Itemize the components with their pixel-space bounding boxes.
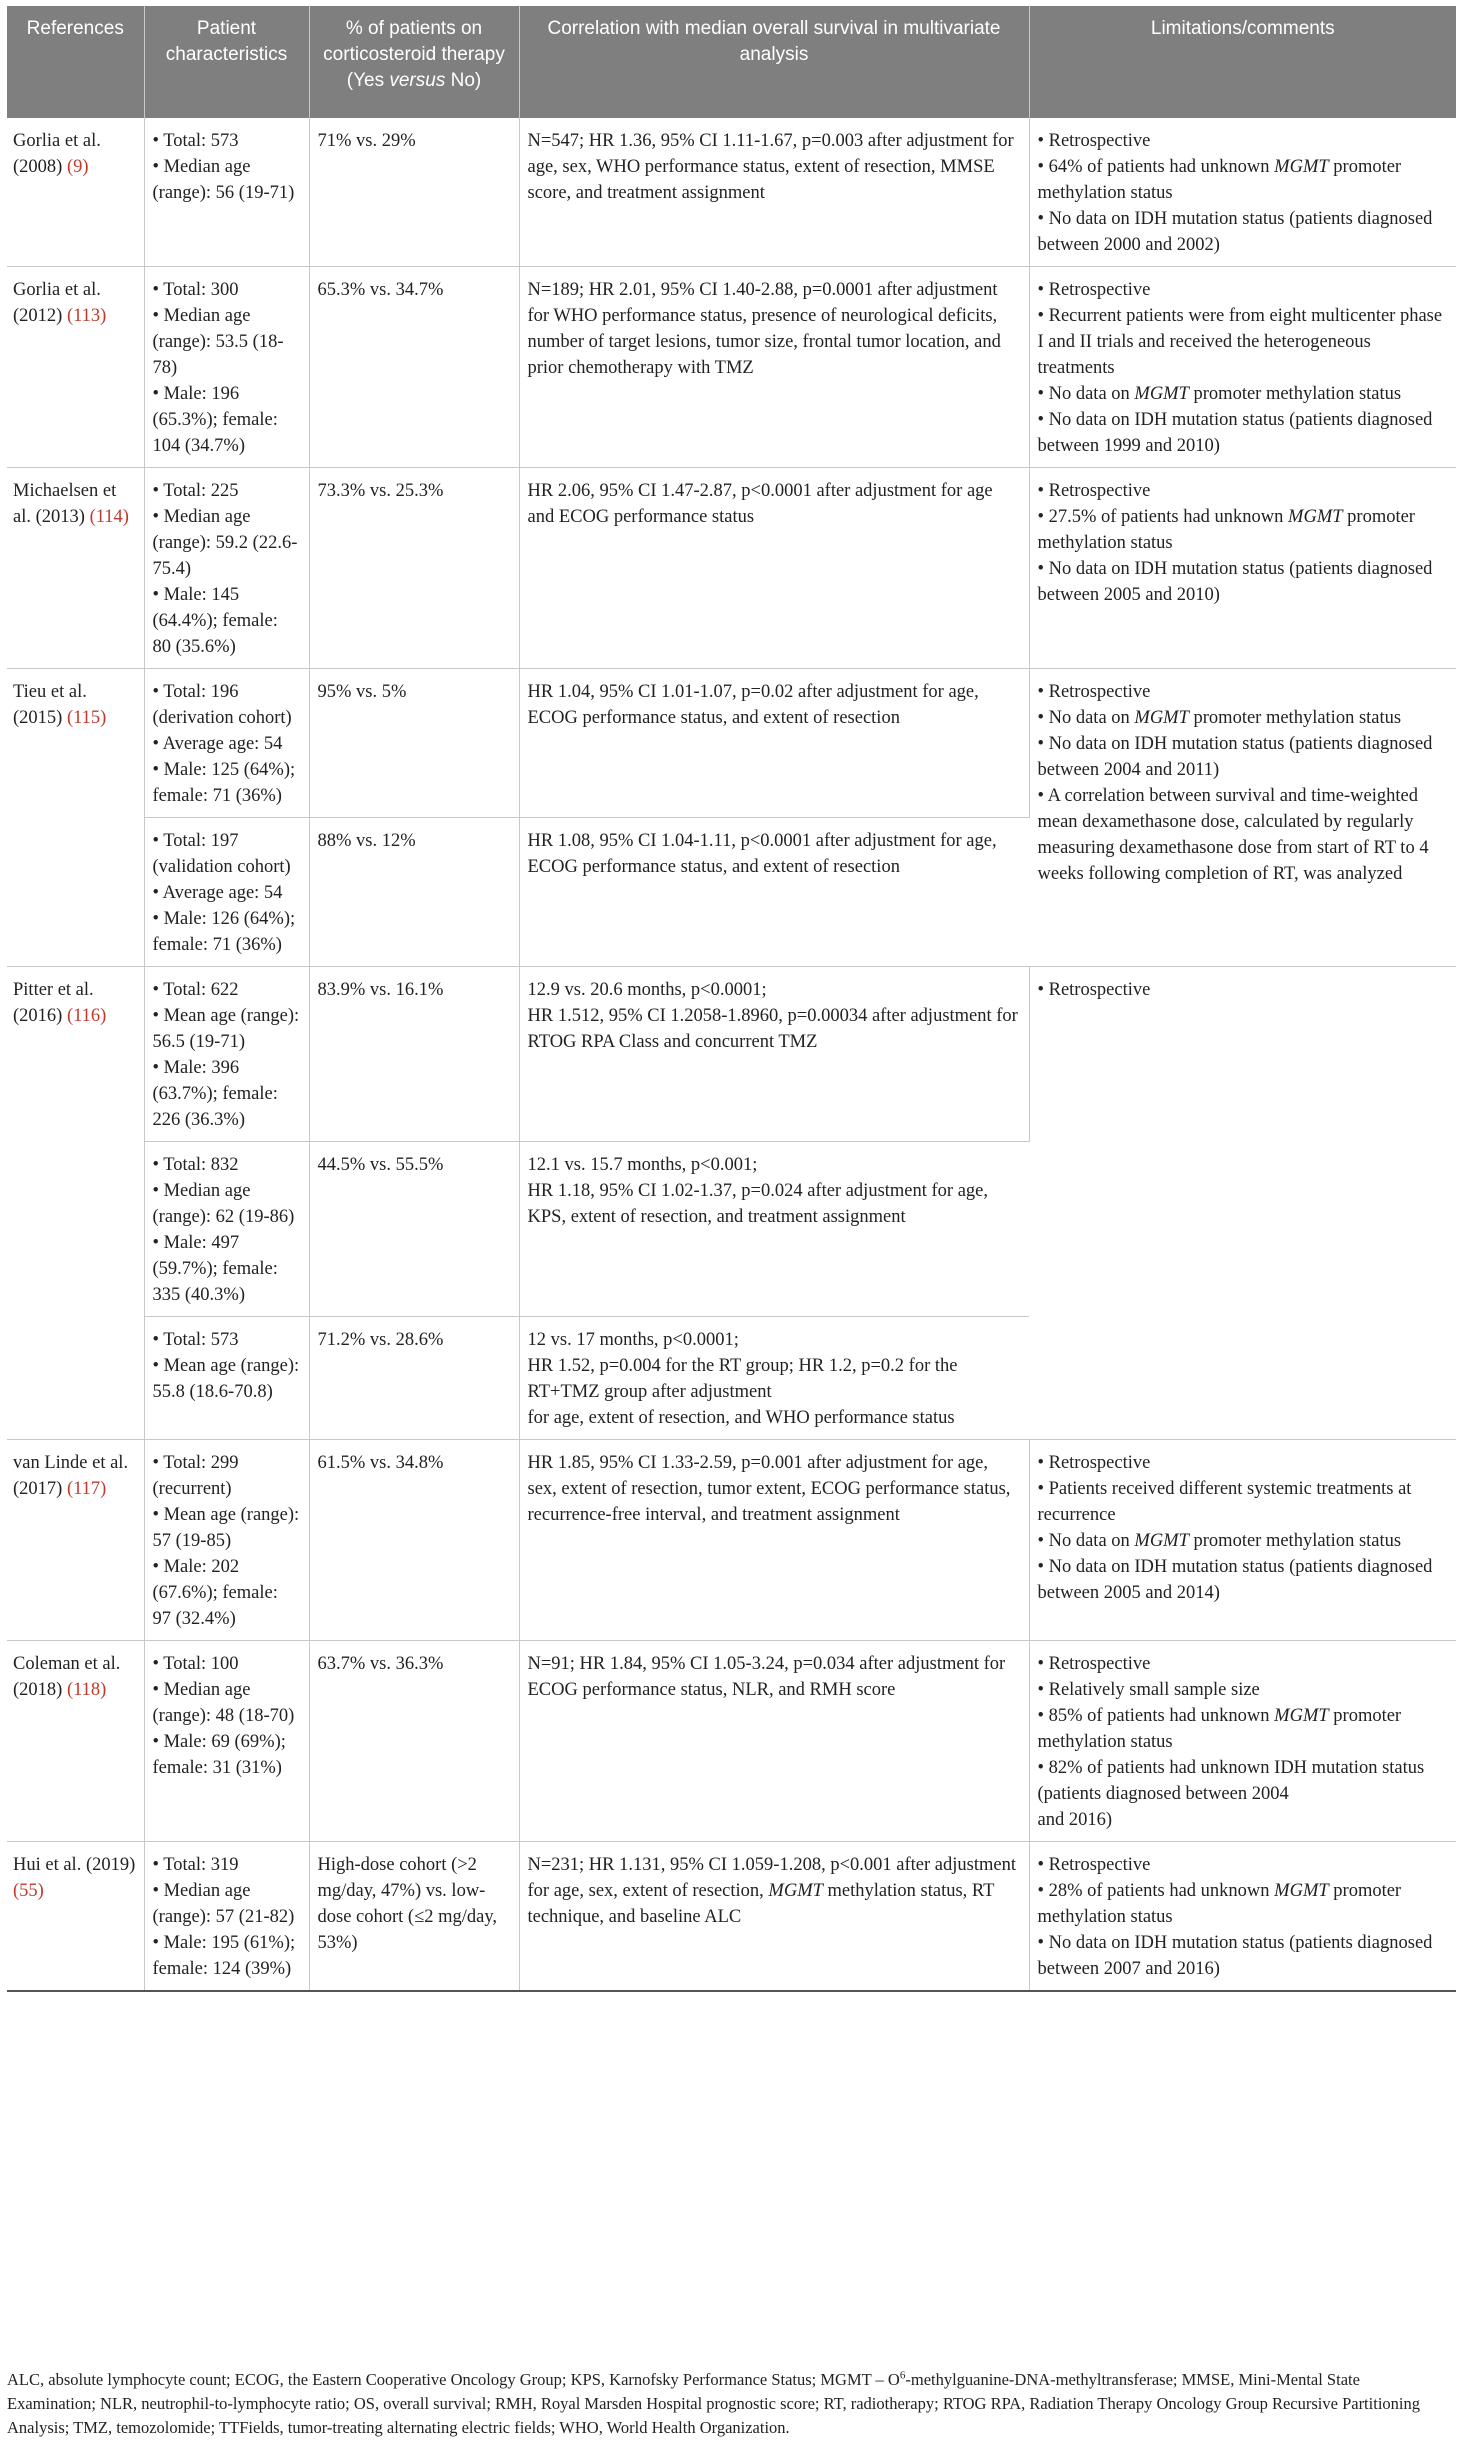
list-item: • Total: 319 xyxy=(152,1855,239,1875)
list-item: • 64% of patients had unknown MGMT promoter methylation status xyxy=(1037,157,1402,203)
list-item: • No data on IDH mutation status (patients diagnosed between 2005 and 2014) xyxy=(1037,1557,1433,1603)
list-item: • Total: 100 xyxy=(152,1654,239,1674)
correlation-line: HR 1.512, 95% CI 1.2058-1.8960, p=0.00034 after adjustment for RTOG RPA Class and concurrent TMZ xyxy=(527,1006,1018,1052)
reference-cell xyxy=(7,468,144,669)
list-item: and 2016) xyxy=(1037,1810,1112,1830)
correlation-line: 12.9 vs. 20.6 months, p<0.0001; xyxy=(527,980,767,1000)
list-item: • A correlation between survival and time-weighted mean dexamethasone dose, calculated by regularly measuring dexamethasone dose from start of RT to 4 weeks following completion of RT, was analyzed xyxy=(1037,786,1429,884)
reference-cell xyxy=(7,1641,144,1842)
list-item: • Mean age (range): 56.5 (19-71) xyxy=(152,1006,300,1052)
correlation-cell xyxy=(519,1142,1029,1317)
header-3-post: No) xyxy=(445,70,482,91)
patient-characteristics-cell xyxy=(144,1440,309,1641)
list-item: • No data on MGMT promoter methylation status xyxy=(1037,708,1402,728)
corticosteroid-survival-table xyxy=(7,6,1456,1992)
footnote-text: ALC, absolute lymphocyte count; ECOG, the Eastern Cooperative Oncology Group; KPS, Karnofsky Performance Status; MGMT – O xyxy=(7,2370,900,2389)
citation-link[interactable]: (113) xyxy=(66,306,107,326)
reference-cell xyxy=(7,267,144,468)
reference-text: Michaelsen et al. (2013) xyxy=(13,481,117,527)
list-item: • Average age: 54 xyxy=(152,734,283,754)
header-3-pre: % of patients on corticosteroid therapy (Yes xyxy=(323,18,505,91)
percent-cell: 61.5% vs. 34.8% xyxy=(309,1440,519,1641)
list-item: • Retrospective xyxy=(1037,1453,1151,1473)
percent-cell: 88% vs. 12% xyxy=(309,818,519,967)
limitations-cell xyxy=(1029,1842,1456,1992)
percent-cell: 65.3% vs. 34.7% xyxy=(309,267,519,468)
list-item: • Male: 202 (67.6%); female: 97 (32.4%) xyxy=(152,1557,278,1629)
footnote-text-cont: -methylguanine-DNA-methyltransferase; MMSE, Mini-Mental State Examination; NLR, neutrophil-to-lymphocyte ratio; OS, overall survival; RMH, Royal Marsden Hospital prognostic score; RT, radiotherapy; RTOG RPA, Radiation Therapy Oncology Group Recursive Partitioning Analysis; TMZ, temozolomide; TTFields, tumor-treating alternating electric fields; WHO, World Health Organization. xyxy=(7,2370,1420,2437)
citation-link[interactable]: (9) xyxy=(66,157,89,177)
list-item: • No data on MGMT promoter methylation status xyxy=(1037,384,1402,404)
list-item: • Male: 69 (69%); female: 31 (31%) xyxy=(152,1732,286,1778)
reference-cell xyxy=(7,967,144,1440)
list-item: • Male: 497 (59.7%); female: 335 (40.3%) xyxy=(152,1233,278,1305)
patient-characteristics-cell xyxy=(144,1317,309,1440)
patient-characteristics-cell xyxy=(144,818,309,967)
limitations-cell xyxy=(1029,118,1456,267)
table-footnote xyxy=(7,2368,1447,2440)
header-patient-characteristics: Patient characteristics xyxy=(144,6,309,118)
header-limitations: Limitations/comments xyxy=(1029,6,1456,118)
correlation-cell: HR 1.04, 95% CI 1.01-1.07, p=0.02 after adjustment for age, ECOG performance status, and extent of resection xyxy=(519,669,1029,818)
percent-cell: 44.5% vs. 55.5% xyxy=(309,1142,519,1317)
reference-text: Hui et al. (2019) xyxy=(13,1855,136,1875)
list-item: • Median age (range): 53.5 (18-78) xyxy=(152,306,284,378)
list-item: • Male: 196 (65.3%); female: 104 (34.7%) xyxy=(152,384,278,456)
list-item: • Male: 126 (64%); female: 71 (36%) xyxy=(152,909,296,955)
percent-cell: 71.2% vs. 28.6% xyxy=(309,1317,519,1440)
list-item: • Retrospective xyxy=(1037,682,1151,702)
list-item: • No data on IDH mutation status (patients diagnosed between 2007 and 2016) xyxy=(1037,1933,1433,1979)
table-row xyxy=(7,1641,1456,1842)
list-item: • Median age (range): 59.2 (22.6-75.4) xyxy=(152,507,298,579)
percent-cell: 73.3% vs. 25.3% xyxy=(309,468,519,669)
list-item: • Average age: 54 xyxy=(152,883,283,903)
list-item: • Total: 299 (recurrent) xyxy=(152,1453,239,1499)
correlation-line: 12.1 vs. 15.7 months, p<0.001; xyxy=(527,1155,758,1175)
correlation-cell: N=91; HR 1.84, 95% CI 1.05-3.24, p=0.034 after adjustment for ECOG performance status, NLR, and RMH score xyxy=(519,1641,1029,1842)
list-item: • Retrospective xyxy=(1037,131,1151,151)
percent-cell: 71% vs. 29% xyxy=(309,118,519,267)
citation-link[interactable]: (118) xyxy=(66,1680,107,1700)
correlation-cell: N=547; HR 1.36, 95% CI 1.11-1.67, p=0.003 after adjustment for age, sex, WHO performance status, extent of resection, MMSE score, and treatment assignment xyxy=(519,118,1029,267)
citation-link[interactable]: (117) xyxy=(66,1479,107,1499)
limitations-cell xyxy=(1029,1641,1456,1842)
correlation-cell: HR 2.06, 95% CI 1.47-2.87, p<0.0001 after adjustment for age and ECOG performance status xyxy=(519,468,1029,669)
table-row xyxy=(7,669,1456,818)
list-item: • Retrospective xyxy=(1037,280,1151,300)
table-row xyxy=(7,967,1456,1142)
list-item: • Median age (range): 62 (19-86) xyxy=(152,1181,295,1227)
list-item: • Total: 225 xyxy=(152,481,239,501)
list-item: • Median age (range): 57 (21-82) xyxy=(152,1881,295,1927)
limitations-cell xyxy=(1029,468,1456,669)
limitations-cell xyxy=(1029,669,1456,967)
list-item: • Retrospective xyxy=(1037,1855,1151,1875)
header-correlation: Correlation with median overall survival in multivariate analysis xyxy=(519,6,1029,118)
list-item: • Total: 300 xyxy=(152,280,239,300)
patient-characteristics-cell xyxy=(144,669,309,818)
table-row xyxy=(7,118,1456,267)
patient-characteristics-cell xyxy=(144,1142,309,1317)
citation-link[interactable]: (115) xyxy=(66,708,107,728)
header-references: References xyxy=(7,6,144,118)
correlation-cell xyxy=(519,967,1029,1142)
header-3-em: versus xyxy=(389,70,446,91)
list-item: • Total: 622 xyxy=(152,980,239,1000)
list-item: • No data on IDH mutation status (patients diagnosed between 2004 and 2011) xyxy=(1037,734,1433,780)
correlation-cell: HR 1.85, 95% CI 1.33-2.59, p=0.001 after adjustment for age, sex, extent of resection, tumor extent, ECOG performance status, recurrence-free interval, and treatment assignment xyxy=(519,1440,1029,1641)
list-item: • Male: 195 (61%); female: 124 (39%) xyxy=(152,1933,296,1979)
citation-link[interactable]: (114) xyxy=(89,507,129,527)
table-row xyxy=(7,1842,1456,1992)
reference-text: Pitter et al. (2016) xyxy=(13,980,94,1026)
list-item: • Total: 197 (validation cohort) xyxy=(152,831,291,877)
reference-cell xyxy=(7,1440,144,1641)
list-item: • Male: 145 (64.4%); female: 80 (35.6%) xyxy=(152,585,278,657)
reference-text: Coleman et al. (2018) xyxy=(13,1654,121,1700)
footnote-superscript: 6 xyxy=(899,2369,906,2382)
list-item: • No data on MGMT promoter methylation status xyxy=(1037,1531,1402,1551)
citation-link[interactable]: (116) xyxy=(66,1006,107,1026)
list-item: • Male: 396 (63.7%); female: 226 (36.3%) xyxy=(152,1058,278,1130)
percent-cell: High-dose cohort (>2 mg/day, 47%) vs. low-dose cohort (≤2 mg/day, 53%) xyxy=(309,1842,519,1992)
list-item: • Mean age (range): 55.8 (18.6-70.8) xyxy=(152,1356,300,1402)
list-item: • Mean age (range): 57 (19-85) xyxy=(152,1505,300,1551)
list-item: • 27.5% of patients had unknown MGMT promoter methylation status xyxy=(1037,507,1415,553)
correlation-cell: HR 1.08, 95% CI 1.04-1.11, p<0.0001 after adjustment for age, ECOG performance status, and extent of resection xyxy=(519,818,1029,967)
patient-characteristics-cell xyxy=(144,1641,309,1842)
header-row xyxy=(7,6,1456,118)
correlation-line: 12 vs. 17 months, p<0.0001; xyxy=(527,1330,739,1350)
limitations-cell xyxy=(1029,267,1456,468)
patient-characteristics-cell xyxy=(144,267,309,468)
percent-cell: 95% vs. 5% xyxy=(309,669,519,818)
limitations-cell xyxy=(1029,967,1456,1440)
patient-characteristics-cell xyxy=(144,1842,309,1992)
patient-characteristics-cell xyxy=(144,118,309,267)
citation-link[interactable]: (55) xyxy=(13,1881,44,1901)
reference-text: van Linde et al. (2017) xyxy=(13,1453,129,1499)
list-item: • Total: 832 xyxy=(152,1155,239,1175)
list-item: • Total: 573 xyxy=(152,131,239,151)
correlation-line: for age, extent of resection, and WHO performance status xyxy=(527,1408,955,1428)
table-row xyxy=(7,468,1456,669)
reference-cell xyxy=(7,669,144,967)
percent-cell: 63.7% vs. 36.3% xyxy=(309,1641,519,1842)
reference-cell xyxy=(7,1842,144,1992)
list-item: • 82% of patients had unknown IDH mutation status (patients diagnosed between 2004 xyxy=(1037,1758,1425,1804)
list-item: • Male: 125 (64%); female: 71 (36%) xyxy=(152,760,296,806)
correlation-line: HR 1.52, p=0.004 for the RT group; HR 1.2, p=0.2 for the RT+TMZ group after adjustment xyxy=(527,1356,958,1402)
list-item: • Median age (range): 56 (19-71) xyxy=(152,157,295,203)
correlation-line: HR 1.18, 95% CI 1.02-1.37, p=0.024 after adjustment for age, KPS, extent of resection, and treatment assignment xyxy=(527,1181,989,1227)
correlation-cell: N=231; HR 1.131, 95% CI 1.059-1.208, p<0.001 after adjustment for age, sex, extent of resection, MGMT methylation status, RT technique, and baseline ALC xyxy=(519,1842,1029,1992)
list-item: • Relatively small sample size xyxy=(1037,1680,1260,1700)
list-item: • No data on IDH mutation status (patients diagnosed between 2000 and 2002) xyxy=(1037,209,1433,255)
header-corticosteroid-percent xyxy=(309,6,519,118)
table-row xyxy=(7,1440,1456,1641)
correlation-cell xyxy=(519,1317,1029,1440)
patient-characteristics-cell xyxy=(144,468,309,669)
list-item: • 28% of patients had unknown MGMT promoter methylation status xyxy=(1037,1881,1402,1927)
reference-text: Gorlia et al. (2012) xyxy=(13,280,101,326)
list-item: • No data on IDH mutation status (patients diagnosed between 1999 and 2010) xyxy=(1037,410,1433,456)
list-item: • Retrospective xyxy=(1037,1654,1151,1674)
list-item: • Patients received different systemic treatments at recurrence xyxy=(1037,1479,1412,1525)
list-item: • Retrospective xyxy=(1037,481,1151,501)
reference-text: Gorlia et al. (2008) xyxy=(13,131,101,177)
list-item: • Total: 196 (derivation cohort) xyxy=(152,682,292,728)
reference-text: Tieu et al. (2015) xyxy=(13,682,87,728)
list-item: • No data on IDH mutation status (patients diagnosed between 2005 and 2010) xyxy=(1037,559,1433,605)
correlation-cell: N=189; HR 2.01, 95% CI 1.40-2.88, p=0.0001 after adjustment for WHO performance status, presence of neurological deficits, number of target lesions, tumor size, frontal tumor location, and prior chemotherapy with TMZ xyxy=(519,267,1029,468)
list-item: • Total: 573 xyxy=(152,1330,239,1350)
list-item: • 85% of patients had unknown MGMT promoter methylation status xyxy=(1037,1706,1402,1752)
percent-cell: 83.9% vs. 16.1% xyxy=(309,967,519,1142)
limitations-cell xyxy=(1029,1440,1456,1641)
table-row xyxy=(7,267,1456,468)
reference-cell xyxy=(7,118,144,267)
list-item: • Retrospective xyxy=(1037,980,1151,1000)
list-item: • Median age (range): 48 (18-70) xyxy=(152,1680,295,1726)
patient-characteristics-cell xyxy=(144,967,309,1142)
list-item: • Recurrent patients were from eight multicenter phase I and II trials and received the heterogeneous treatments xyxy=(1037,306,1443,378)
